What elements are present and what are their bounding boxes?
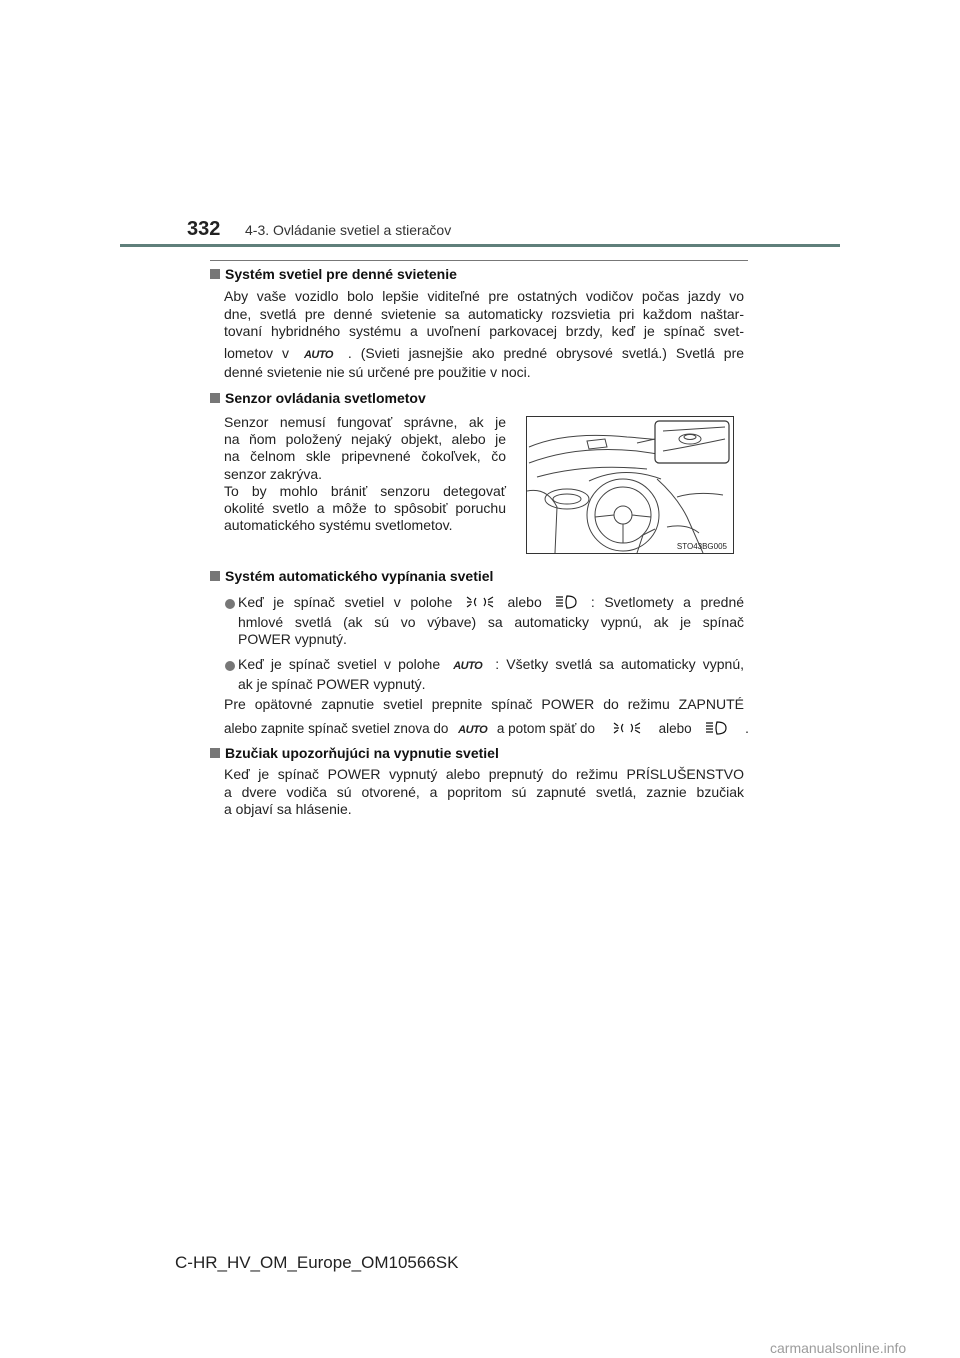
drl-line: tovaní hybridného systému a uvoľnení parkovacej brzdy, keď je spínač svet- xyxy=(224,323,744,339)
sensor-line: okolité svetlo a môže to spôsobiť poruchu xyxy=(224,500,506,517)
sensor-heading-text: Senzor ovládania svetlometov xyxy=(225,390,426,406)
content-divider xyxy=(210,260,748,261)
bullet1-line: POWER vypnutý. xyxy=(238,631,347,647)
drl-line4-end: . (Svieti jasnejšie ako predné obrysové svetlá.) Svetlá pre xyxy=(347,344,745,361)
headlight-icon xyxy=(705,721,727,740)
auto-icon: AUTO xyxy=(303,348,333,361)
bullet2-line: ak je spínač POWER vypnutý. xyxy=(238,675,426,692)
drl-line xyxy=(224,345,744,365)
auto-off-heading xyxy=(210,568,493,584)
sensor-line: na čelnom skle pripevnené čokoľvek, čo xyxy=(224,448,506,465)
buzzer-paragraph xyxy=(224,766,744,819)
drl-line: denné svietenie nie sú určené pre použitie v noci. xyxy=(224,364,531,380)
bullet2-line xyxy=(238,656,744,676)
sensor-line: automatického systému svetlometov. xyxy=(224,517,453,534)
restart-start: alebo zapnite spínač svetiel znova do xyxy=(224,720,449,736)
buzzer-line: a dvere vodiča sú otvorené, a popritom sú zapnuté svetlá, zaznie bzučiak xyxy=(224,783,744,800)
auto-icon: AUTO xyxy=(458,723,488,736)
sensor-paragraph xyxy=(224,414,506,534)
auto-off-heading-text: Systém automatického vypínania svetiel xyxy=(225,568,494,584)
drl-heading xyxy=(210,266,457,282)
restart-line xyxy=(224,720,749,740)
auto-off-bullet2 xyxy=(238,656,744,693)
drl-paragraph xyxy=(224,288,744,382)
drl-line4-start: lometov v xyxy=(224,344,289,361)
bullet1-end: : Svetlomety a predné xyxy=(590,594,745,610)
tail-light-icon xyxy=(466,595,494,614)
round-bullet-icon xyxy=(225,599,235,609)
buzzer-heading xyxy=(210,745,499,761)
auto-off-bullet1 xyxy=(238,594,744,649)
drl-line: Aby vaše vozidlo bolo lepšie viditeľné pre ostatných vodičov počas jazdy vo xyxy=(224,288,744,304)
square-bullet-icon xyxy=(210,571,220,581)
bullet2-start: Keď je spínač svetiel v polohe xyxy=(238,656,441,672)
bullet1-line xyxy=(238,594,744,614)
tail-light-icon xyxy=(613,721,641,740)
watermark: carmanualsonline.info xyxy=(770,1340,907,1356)
buzzer-line: a objaví sa hlásenie. xyxy=(224,801,352,817)
sensor-line: na ňom položený nejaký objekt, alebo je xyxy=(224,431,506,448)
sensor-illustration xyxy=(526,416,734,554)
auto-icon: AUTO xyxy=(453,660,483,672)
bullet1-line: hmlové svetlá (ak sú vo výbave) sa automaticky vypnú, ak je spínač xyxy=(238,613,744,630)
sensor-line: To by mohlo brániť senzoru detegovať xyxy=(224,482,506,499)
drl-heading-text: Systém svetiel pre denné svietenie xyxy=(225,266,457,282)
restart-end: . xyxy=(745,720,749,736)
buzzer-heading-text: Bzučiak upozorňujúci na vypnutie svetiel xyxy=(225,745,499,761)
round-bullet-icon xyxy=(225,661,235,671)
restart-paragraph xyxy=(224,696,749,739)
bullet1-or: alebo xyxy=(507,594,542,610)
square-bullet-icon xyxy=(210,748,220,758)
bullet2-end: : Všetky svetlá sa automaticky vypnú, xyxy=(495,656,745,672)
header-divider xyxy=(120,244,840,247)
dashboard-sensor-drawing xyxy=(527,417,733,553)
restart-middle: a potom späť do xyxy=(496,720,596,736)
sensor-heading xyxy=(210,390,426,406)
sensor-line: Senzor nemusí fungovať správne, ak je xyxy=(224,414,506,430)
sensor-line: senzor zakrýva. xyxy=(224,465,323,482)
buzzer-line: Keď je spínač POWER vypnutý alebo prepnutý do režimu PRÍSLUŠENSTVO xyxy=(224,766,744,782)
square-bullet-icon xyxy=(210,269,220,279)
illustration-code: STO43BG005 xyxy=(676,542,727,551)
headlight-icon xyxy=(555,595,577,614)
document-id: C-HR_HV_OM_Europe_OM10566SK xyxy=(175,1253,459,1272)
restart-or: alebo xyxy=(658,720,692,736)
restart-line: Pre opätovné zapnutie svetiel prepnite spínač POWER do režimu ZAPNUTÉ xyxy=(224,696,744,712)
page-number: 332 xyxy=(187,218,221,240)
square-bullet-icon xyxy=(210,393,220,403)
bullet1-start: Keď je spínač svetiel v polohe xyxy=(238,594,453,610)
drl-line: dne, svetlá pre denné svietenie sa automaticky rozsvietia pri každom naštar- xyxy=(224,305,744,322)
section-title: 4-3. Ovládanie svetiel a stieračov xyxy=(245,222,452,238)
